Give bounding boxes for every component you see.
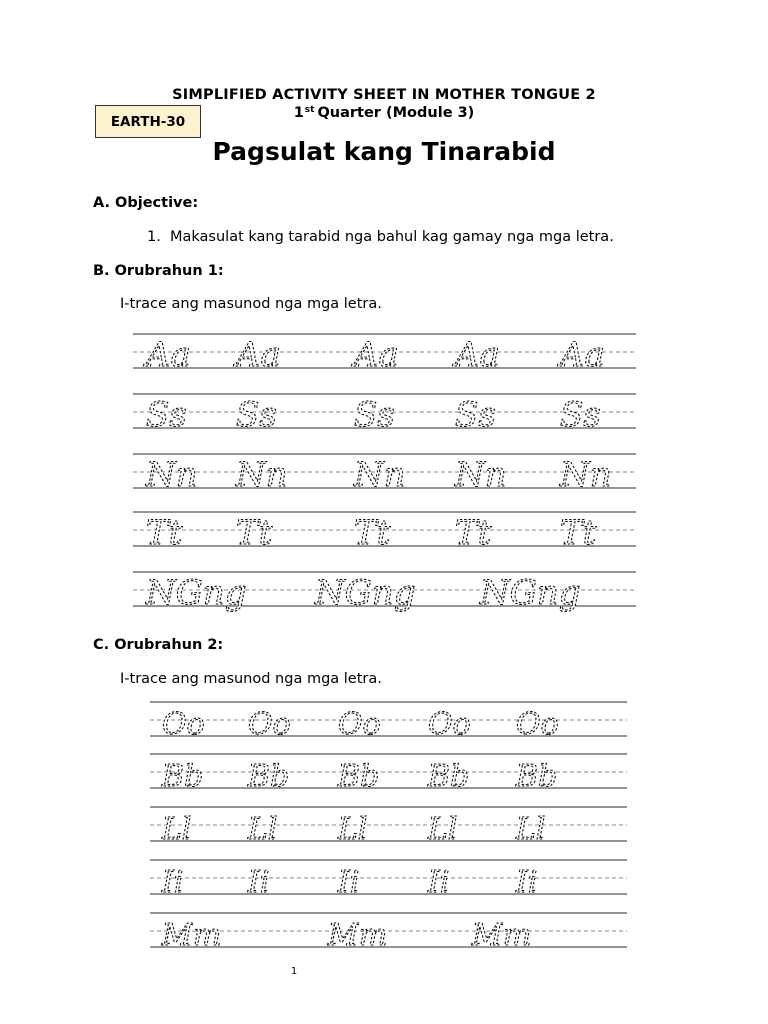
trace-letters: Bb bbox=[428, 759, 470, 794]
trace-letters: Ii bbox=[248, 865, 270, 900]
trace-letters: Ll bbox=[162, 812, 192, 847]
trace-letters: Aa bbox=[236, 335, 281, 375]
trace-letters: Ii bbox=[428, 865, 450, 900]
trace-letters: Oo bbox=[338, 707, 381, 742]
trace-letters: Ll bbox=[516, 812, 546, 847]
trace-letters: Ss bbox=[146, 395, 187, 435]
section-a-heading: A. Objective: bbox=[93, 195, 199, 211]
trace-letters: Tt bbox=[354, 513, 391, 553]
trace-letters: Tt bbox=[236, 513, 273, 553]
trace-letters: Mm bbox=[162, 918, 222, 953]
trace-letters: Nn bbox=[560, 455, 612, 495]
trace-letters: NGng bbox=[146, 573, 247, 613]
section-b-heading: B. Orubrahun 1: bbox=[93, 263, 224, 279]
objective-text: Makasulat kang tarabid nga bahul kag gamay nga mga letra. bbox=[170, 229, 614, 245]
page-title: Pagsulat kang Tinarabid bbox=[212, 137, 556, 166]
trace-letters: Ss bbox=[354, 395, 395, 435]
trace-letters: NGng bbox=[315, 573, 416, 613]
trace-letters: Aa bbox=[455, 335, 500, 375]
trace-letters: Oo bbox=[162, 707, 205, 742]
trace-letters: Ll bbox=[428, 812, 458, 847]
trace-letters: Bb bbox=[248, 759, 290, 794]
trace-letters: Bb bbox=[162, 759, 204, 794]
trace-letters: Aa bbox=[354, 335, 399, 375]
page-number: 1 bbox=[290, 966, 298, 977]
trace-letters: Ll bbox=[338, 812, 368, 847]
trace-letters: Nn bbox=[236, 455, 288, 495]
trace-letters: Oo bbox=[248, 707, 291, 742]
sheet-header-title: SIMPLIFIED ACTIVITY SHEET IN MOTHER TONGUE 2 bbox=[172, 87, 596, 103]
trace-letters: Bb bbox=[338, 759, 380, 794]
trace-letters: Mm bbox=[328, 918, 388, 953]
trace-letters: Aa bbox=[560, 335, 605, 375]
objective-number: 1. bbox=[147, 229, 161, 245]
trace-letters: Bb bbox=[516, 759, 558, 794]
section-c-heading: C. Orubrahun 2: bbox=[93, 637, 224, 653]
trace-letters: Tt bbox=[455, 513, 492, 553]
trace-letters: Nn bbox=[354, 455, 406, 495]
earth-badge: EARTH-30 bbox=[95, 105, 201, 138]
trace-letters: Mm bbox=[472, 918, 532, 953]
trace-letters: Tt bbox=[560, 513, 597, 553]
section-c-instruction: I-trace ang masunod nga mga letra. bbox=[120, 671, 382, 687]
sheet-header-quarter: 1st Quarter (Module 3) bbox=[293, 105, 475, 121]
trace-letters: Ss bbox=[236, 395, 277, 435]
trace-letters: Ii bbox=[516, 865, 538, 900]
trace-letters: Ll bbox=[248, 812, 278, 847]
trace-letters: Ss bbox=[455, 395, 496, 435]
trace-letters: Oo bbox=[428, 707, 471, 742]
trace-letters: NGng bbox=[480, 573, 581, 613]
trace-letters: Nn bbox=[146, 455, 198, 495]
trace-letters: Tt bbox=[146, 513, 183, 553]
trace-letters: Nn bbox=[455, 455, 507, 495]
trace-letters: Ss bbox=[560, 395, 601, 435]
section-b-instruction: I-trace ang masunod nga mga letra. bbox=[120, 296, 382, 312]
trace-letters: Ii bbox=[162, 865, 184, 900]
trace-letters: Ii bbox=[338, 865, 360, 900]
trace-letters: Aa bbox=[146, 335, 191, 375]
trace-letters: Oo bbox=[516, 707, 559, 742]
